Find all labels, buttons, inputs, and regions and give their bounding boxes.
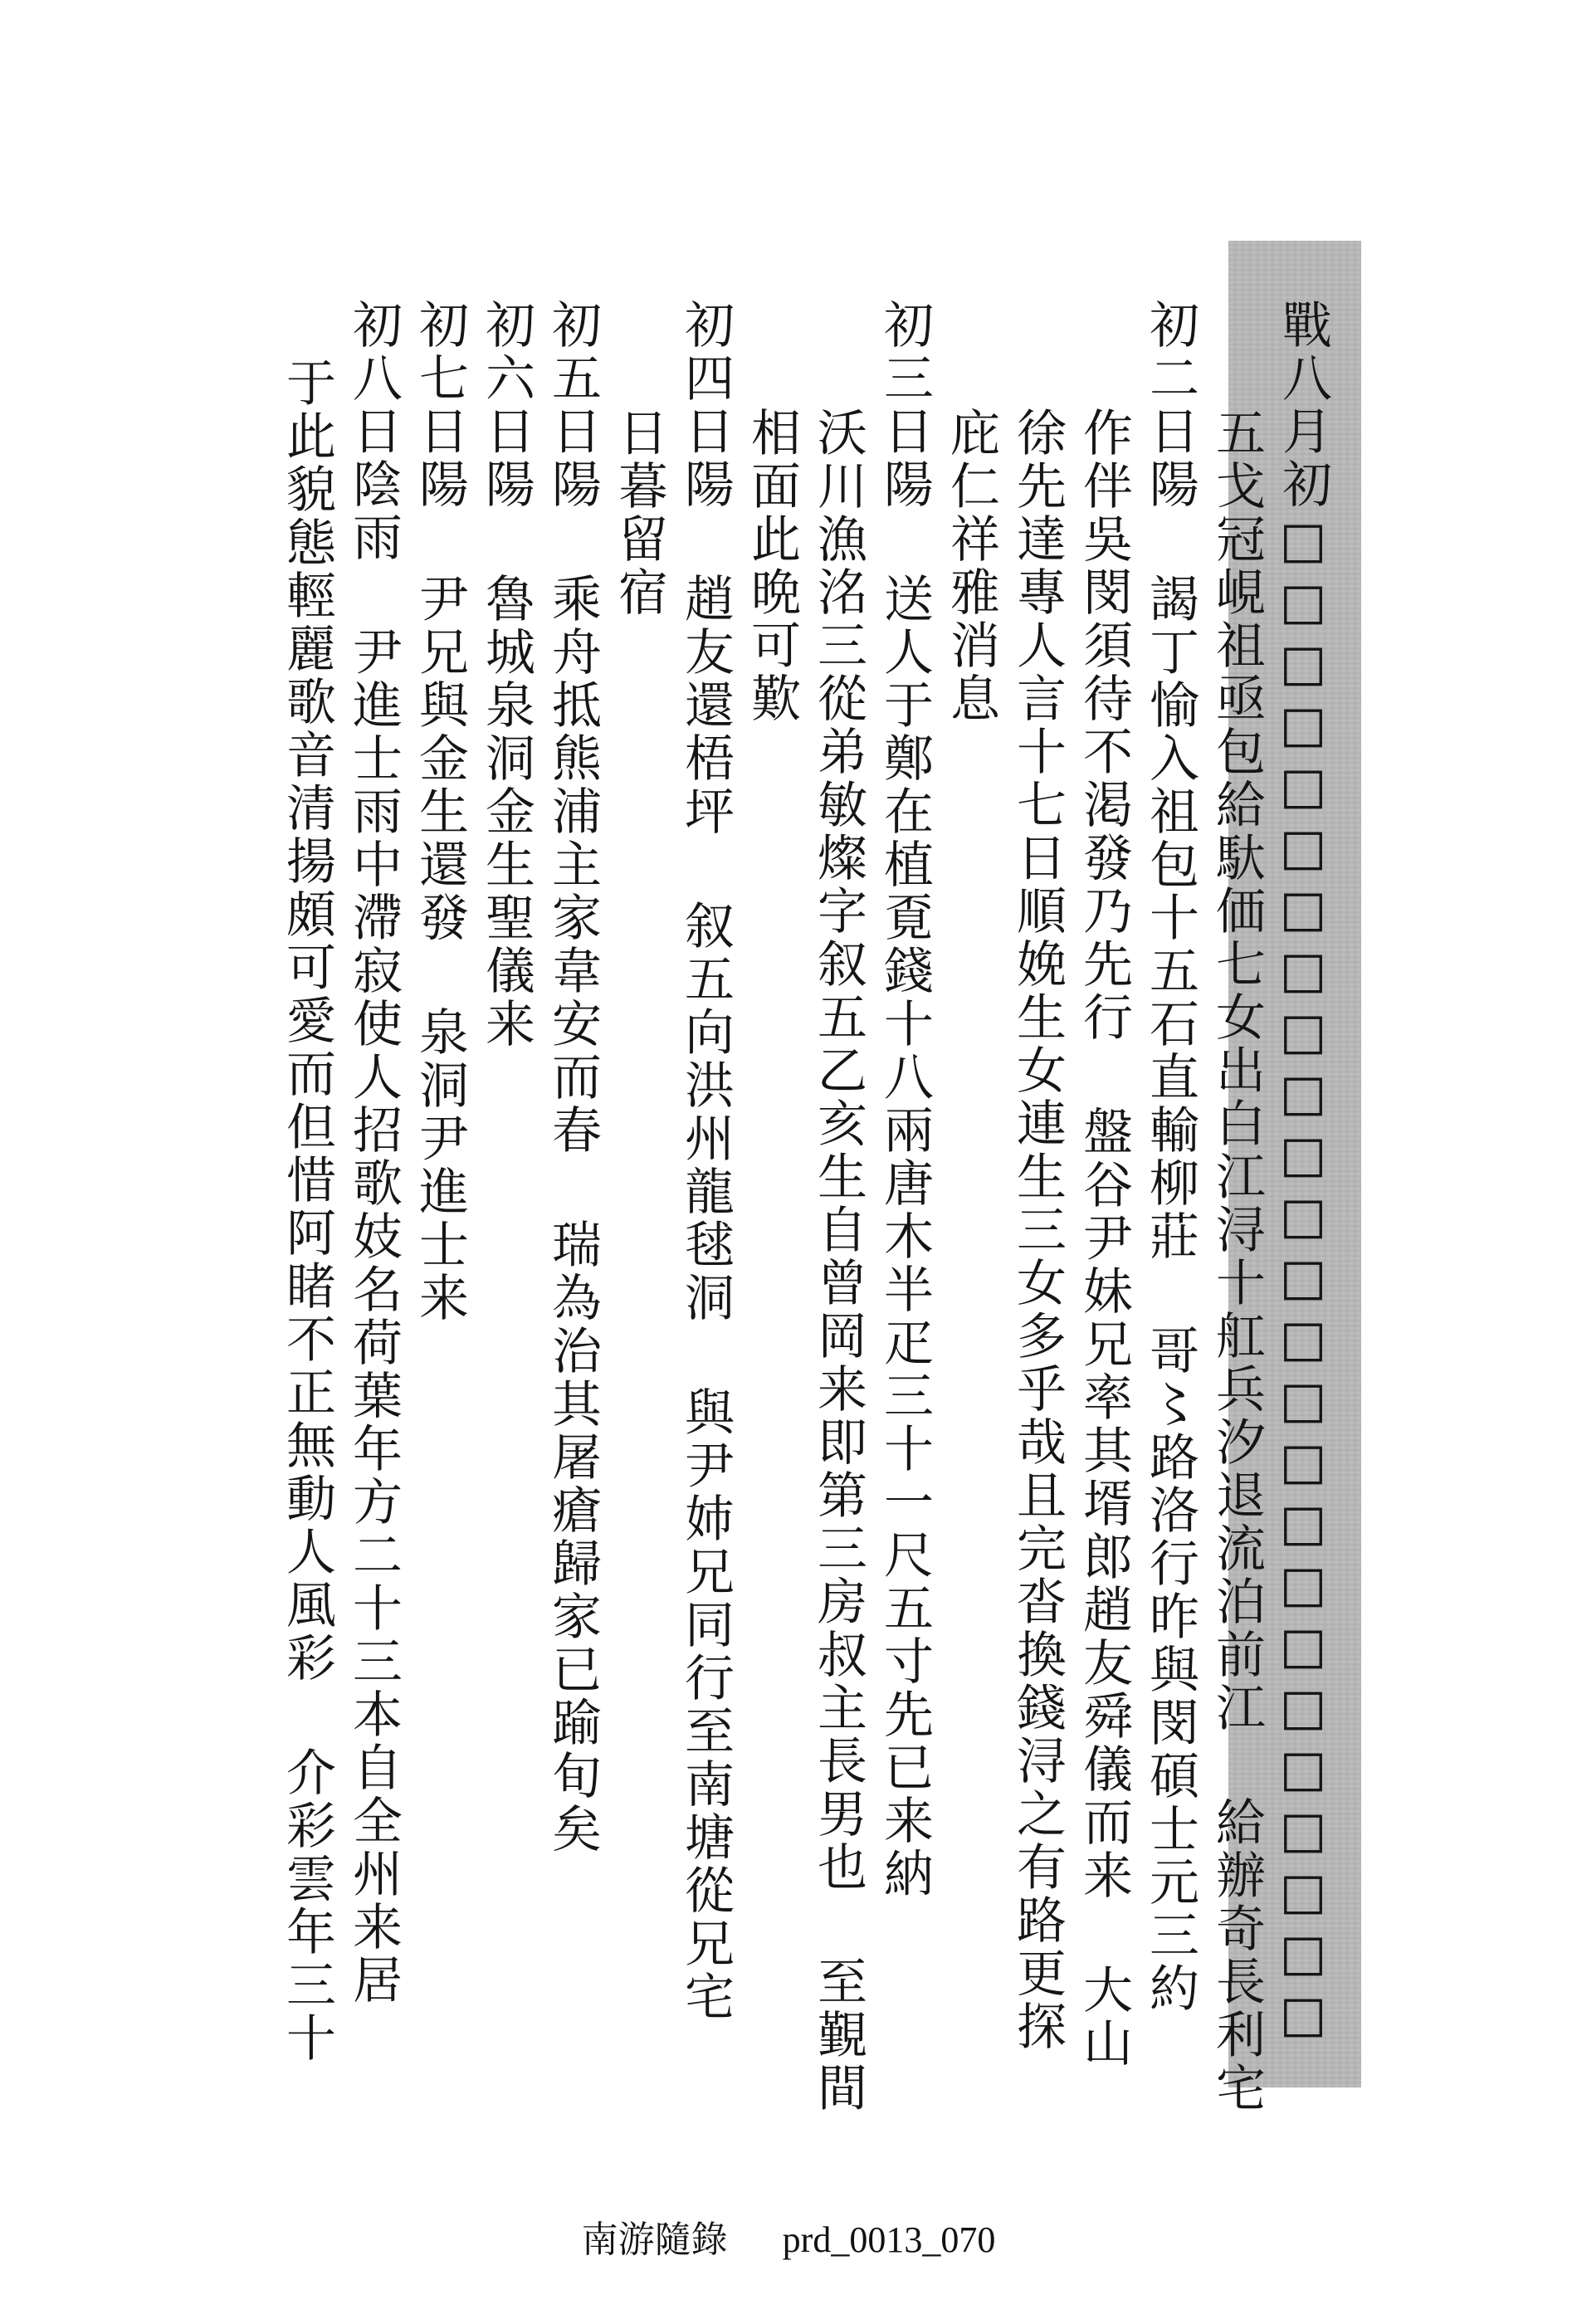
page-footer (0, 2209, 1577, 2263)
column-13: 初七日陽 尹兄與金生還發 泉洞尹進士来 (411, 299, 469, 1325)
column-12: 初六日陽 魯城泉洞金生聖儀来 (477, 299, 535, 1051)
column-3: 作伴吳閔須待不渇發乃先行 盤谷尹妹兄率其壻郎趙友舜儀而来 大山 (1075, 407, 1133, 2070)
column-14: 初八日陰雨 尹進士雨中滯寂使人招歌妓名荷葉年方二十三本自全州来居 (344, 299, 403, 2007)
text-columns (208, 299, 1336, 2115)
column-2: 初二日陽 謁丁愉入祖包十五石直輸柳莊 哥〻路洛行昨與閔碩士元三約 (1141, 299, 1199, 2015)
column-5: 庇仁祥雅消息 (942, 407, 1000, 725)
column-10: 日暮留宿 (610, 407, 668, 619)
column-0: 戰八月初□□□□□□□□□□□□□□□□□□□□□□□□□ (1274, 299, 1332, 2047)
column-8: 相面此晩可歎 (743, 407, 801, 725)
column-6: 初三日陽 送人于鄭在植覔錢十八兩唐木半疋三十一尺五寸先已来納 (876, 299, 934, 1901)
book-title: 南游隨錄 (581, 2219, 728, 2260)
column-4: 徐先達專人言十七日順娩生女連生三女多乎哉且完沓換錢浔之有路更探 (1008, 407, 1067, 2053)
column-7: 沃川漁洺三從弟敏燦字叙五乙亥生自曾岡来即第三房叔主長男也 至覲間 (809, 407, 867, 2115)
page-id: prd_0013_070 (782, 2219, 996, 2260)
column-1: 五戈冠峴祖亟包給馱価七女出白江浔十舡兵汐退流泊前江 給辦奇長利宅 (1208, 407, 1266, 2115)
column-9: 初四日陽 趙友還梧坪 叙五向洪州龍毬洞 與尹姉兄同行至南塘從兄宅 (676, 299, 735, 2024)
column-11: 初五日陽 乘舟抵熊浦主家韋安而春 瑞為治其屠瘡歸家已踰旬矣 (544, 299, 602, 1856)
column-15: 于此貌態輕麗歌音清揚頗可愛而但惜阿睹不正無動人風彩 介彩雲年三十 (278, 357, 336, 2065)
